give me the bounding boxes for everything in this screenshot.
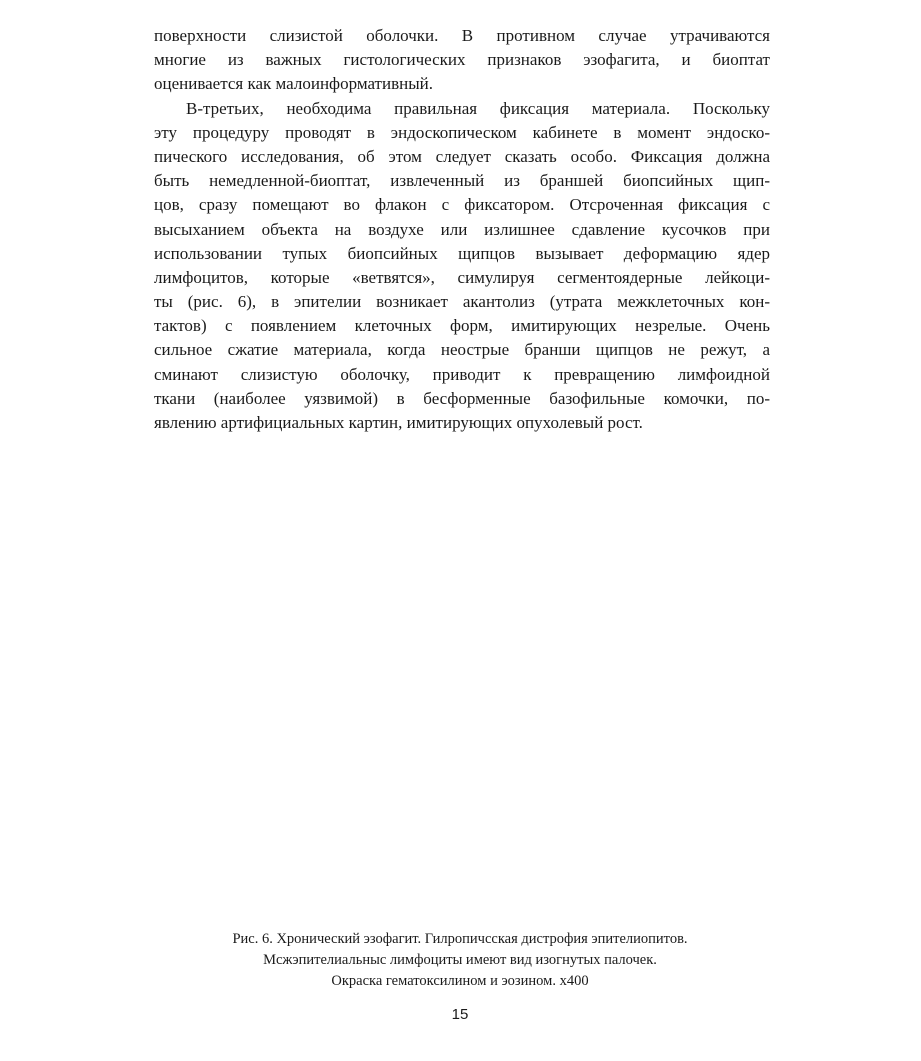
text-line: В-третьих, необходима правильная фиксация материала. Поскольку xyxy=(186,98,770,118)
text-line: явлению артифициальных картин, имитирующих опухолевый рост. xyxy=(154,413,643,432)
caption-line: Мсжэпителиальныс лимфоциты имеют вид изогнутых палочек. xyxy=(263,952,657,968)
paragraph-1 xyxy=(154,24,770,97)
text-line: цов, сразу помещают во флакон с фиксатором. Отсроченная фиксация с xyxy=(154,195,770,215)
text-line: многие из важных гистологических признаков эзофагита, и биоптат xyxy=(154,50,770,70)
text-line: высыханием объекта на воздухе или излишнее сдавление кусочков при xyxy=(154,219,770,239)
text-line: сильное сжатие материала, когда неострые бранши щипцов не режут, а xyxy=(154,340,770,360)
caption-line: Окраска гематоксилином и эозином. х400 xyxy=(331,973,589,989)
page-number: 15 xyxy=(451,1006,469,1023)
body-text xyxy=(154,24,770,435)
text-line: тактов) с появлением клеточных форм, имитирующих незрелые. Очень xyxy=(154,316,770,336)
text-line: использовании тупых биопсийных щипцов вызывает деформацию ядер xyxy=(154,243,770,263)
text-line: поверхности слизистой оболочки. В противном случае утрачиваются xyxy=(154,26,770,45)
text-line: сминают слизистую оболочку, приводит к превращению лимфоидной xyxy=(154,364,770,384)
text-line: ты (рис. 6), в эпителии возникает акантолиз (утрата межклеточных кон- xyxy=(154,292,770,312)
text-line: быть немедленной-биоптат, извлеченный из браншей биопсийных щип- xyxy=(154,171,770,191)
text-line: эту процедуру проводят в эндоскопическом кабинете в момент эндоско- xyxy=(154,122,770,142)
text-line: пического исследования, об этом следует сказать особо. Фиксация должна xyxy=(154,146,770,166)
caption-line: Рис. 6. Хронический эзофагит. Гилропичсская дистрофия эпителиопитов. xyxy=(232,931,688,947)
figure-caption xyxy=(150,929,770,992)
text-line: оценивается как малоинформативный. xyxy=(154,74,433,94)
text-line: лимфоцитов, которые «ветвятся», симулируя сегментоядерные лейкоци- xyxy=(154,267,770,287)
text-line: ткани (наиболее уязвимой) в бесформенные базофильные комочки, по- xyxy=(154,388,770,408)
paragraph-2 xyxy=(154,97,770,436)
